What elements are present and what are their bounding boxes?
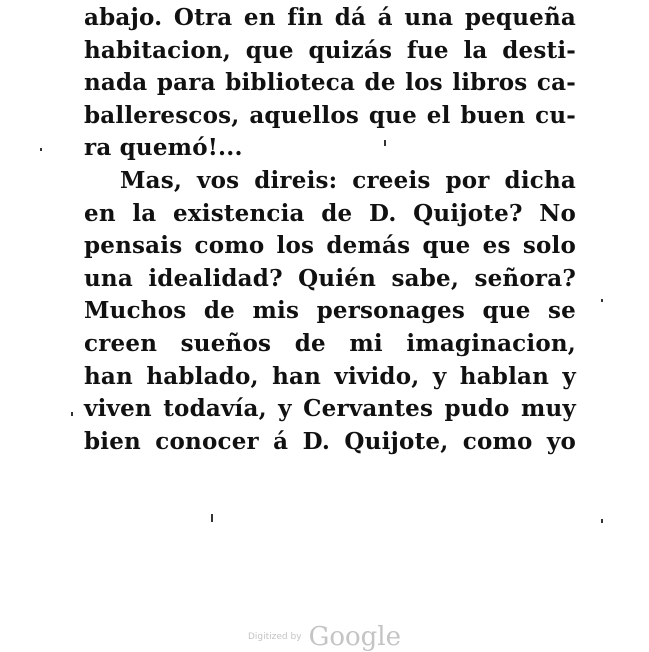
scan-speck bbox=[71, 412, 73, 416]
text-line: pensais como los demás que es solo bbox=[84, 232, 576, 260]
text-line: una idealidad? Quién sabe, señora? bbox=[84, 264, 576, 292]
page-text bbox=[84, 2, 576, 458]
text-line: han hablado, han vivido, y hablan y bbox=[84, 362, 576, 390]
digitized-watermark bbox=[0, 622, 649, 652]
scan-speck bbox=[601, 299, 603, 302]
google-wordmark: Google bbox=[308, 622, 401, 652]
scan-speck bbox=[211, 514, 213, 522]
text-line: en la existencia de D. Quijote? No bbox=[84, 199, 576, 227]
text-line-paragraph-start: Mas, vos direis: creeis por dicha bbox=[120, 166, 576, 194]
text-line: ra quemó!... bbox=[84, 134, 243, 162]
text-line: viven todavía, y Cervantes pudo muy bbox=[84, 395, 576, 423]
text-line: Muchos de mis personages que se bbox=[84, 297, 576, 325]
text-line: ballerescos, aquellos que el buen cu- bbox=[84, 101, 576, 129]
text-line: habitacion, que quizás fue la desti- bbox=[84, 36, 576, 64]
digitized-label: Digitized by bbox=[248, 632, 302, 642]
text-line: bien conocer á D. Quijote, como yo bbox=[84, 427, 576, 455]
text-line: nada para biblioteca de los libros ca- bbox=[84, 69, 576, 97]
scan-speck bbox=[601, 519, 603, 523]
scan-speck bbox=[384, 140, 386, 146]
scan-speck bbox=[40, 148, 42, 151]
text-line: abajo. Otra en fin dá á una pequeña bbox=[84, 4, 576, 31]
text-line: creen sueños de mi imaginacion, bbox=[84, 329, 576, 357]
